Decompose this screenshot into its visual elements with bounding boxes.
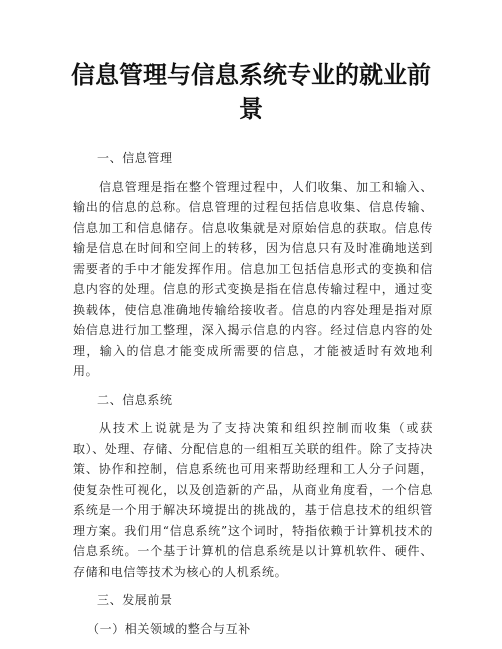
section-heading-development-prospects: 三、发展前景 bbox=[97, 593, 173, 607]
document-title: 信息管理与信息系统专业的就业前景 bbox=[71, 61, 431, 123]
section-paragraph-information-management: 信息管理是指在整个管理过程中，人们收集、加工和输入、输出的信息的总称。信息管理的过程包括信息收集、信息传输、信息加工和信息储存。信息收集就是对原始信息的获取。信息传输是信息在时间和空间上的转移，因为信息只有及时准确地送到需要者的手中才能发挥作用。信息加工包括信息形式的变换和信息内容的处理。信息的形式变换是指在信息传输过程中，通过变换载体，使信息准确地传输给接收者。信息的内容处理是指对原始信息进行加工整理，深入揭示信息的内容。经过信息内容的处理，输入的信息才能变成所需要的信息，才能被适时有效地利用。 bbox=[73, 179, 433, 378]
section-heading-information-management: 一、信息管理 bbox=[97, 151, 173, 165]
document-body bbox=[73, 148, 433, 639]
section-subheading-integration: （一）相关领域的整合与互补 bbox=[87, 621, 251, 636]
section-heading-information-system: 二、信息系统 bbox=[97, 392, 173, 407]
section-paragraph-information-system: 从技术上说就是为了支持决策和组织控制而收集（或获取）、处理、存储、分配信息的一组相互关联的组件。除了支持决策、协作和控制，信息系统也可用来帮助经理和工人分子问题，使复杂性可视化，以及创造新的产品，从商业角度看，一个信息系统是一个用于解决环境提出的挑战的，基于信息技术的组织管理方案。我们用“信息系统”这个词时，特指依赖于计算机技术的信息系统。一个基于计算机的信息系统是以计算机软件、硬件、存储和电信等技术为核心的人机系统。 bbox=[73, 421, 433, 579]
